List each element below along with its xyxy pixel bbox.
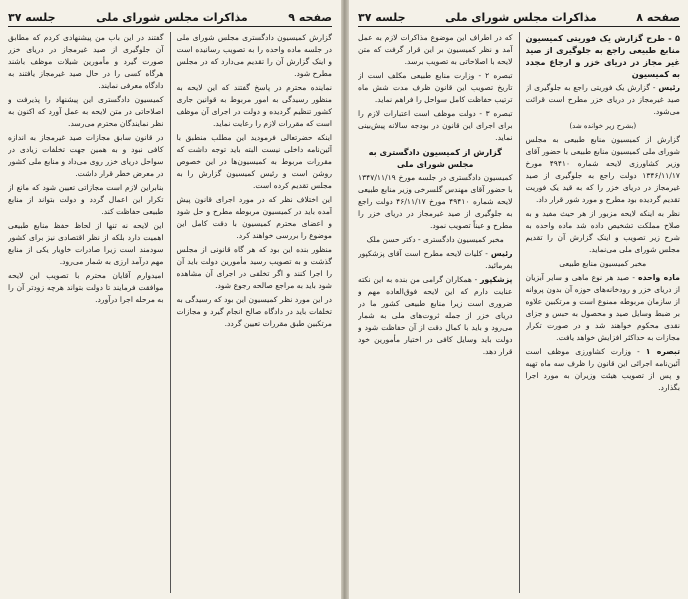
speaker-text: گزارش یک فوریتی راجع به جلوگیری از صید غیرمجاز در دریای خزر مطرح است قرائت می‌شود. — [525, 83, 680, 116]
paragraph: این اختلاف نظر که در مورد اجرای قانون پیش آمده باید در کمیسیون مربوطه مطرح و حل شود و اعضای محترم کمیسیون با دقت کامل این موضوع را بررسی خواهند کرد. — [176, 195, 332, 240]
right-page-label: صفحه ۸ — [636, 10, 680, 24]
speaker-label: رئیس — [490, 249, 513, 258]
speaker-label: پزشکپور — [479, 275, 513, 284]
paragraph: گزارش از کمیسیون منابع طبیعی به مجلس شورای ملی کمیسیون منابع طبیعی با حضور آقای وزیر کشاورزی لایحه شماره ۴۹۴۱۰ مورخ ۱۳۴۶/۱۱/۱۷ دولت راجع به جلوگیری از صید غیرمجاز در دریای خزر را که به قید یک فوریت تقدیم گردیده بود مطرح و مورد شور قرار داد. — [525, 135, 680, 204]
left-page-label: صفحه ۹ — [288, 10, 332, 24]
paragraph: منظور بنده این بود که هر گاه قانونی از مجلس گذشت و به تصویب رسید مأمورین دولت باید آن را اجرا کنند و اگر تخلفی در اجرای آن مشاهده شود باید به مراجع صالحه رجوع شود. — [176, 245, 332, 290]
speaker-paragraph: رئیس - کلیات لایحه مطرح است آقای پزشکپور بفرمائید. — [358, 249, 513, 270]
section-heading: ۵ - طرح گزارش یک فوریتی کمیسیون منابع طبیعی راجع به جلوگیری از صید غیر مجاز در دریای خزر و ارجاع مجدد به کمیسیون — [525, 33, 680, 79]
speaker-paragraph: پزشکپور - همکاران گرامی من بنده به این نکته عنایت دارم که این لایحه فوق‌العاده مهم و ضروری است زیرا منابع طبیعی کشور ما در دریای خزر از جمله ثروت‌های ملی به شمار می‌رود و باید با کمال دقت از آن حفاظت شود و دولت باید وسایل کافی در اختیار مأمورین خود قرار دهد. — [358, 275, 513, 356]
paragraph: اینکه حضرتعالی فرمودید این مطلب منطبق با آئین‌نامه داخلی نیست البته باید توجه داشت که مقررات مربوط به کمیسیون‌ها در این خصوص روشن است و رئیس کمیسیون گزارش را به مجلس تقدیم کرده است. — [176, 133, 332, 190]
report-text: کمیسیون دادگستری در جلسه مورخ ۱۳۴۷/۱۱/۱۹ با حضور آقای مهندس گلسرخی وزیر منابع طبیعی لایحه شماره ۴۹۴۱۰ مورخ ۴۶/۱۱/۱۷ دولت راجع به جلوگیری از صید غیرمجاز در دریای خزر را مطرح و عیناً تصویب نمود. — [358, 173, 513, 230]
right-page-header — [358, 8, 680, 27]
column-divider — [170, 32, 171, 593]
column-divider — [519, 32, 520, 593]
left-page-columns — [8, 32, 332, 593]
right-session-label: جلسه ۳۷ — [358, 10, 406, 24]
right-page-left-column — [358, 32, 513, 593]
paragraph: تبصره ۳ - دولت موظف است اعتبارات لازم را برای اجرای این قانون در بودجه سالانه پیش‌بینی نماید. — [358, 109, 513, 142]
right-page-columns — [358, 32, 680, 593]
paragraph: نظر به اینکه لایحه مزبور از هر حیث مفید و به صلاح مملکت تشخیص داده شد ماده واحده به شرح زیر تصویب و اینک گزارش آن را تقدیم مجلس شورای ملی می‌نماید. — [525, 209, 680, 254]
paragraph: که در اطراف این موضوع مذاکرات لازم به عمل آمد و نظر کمیسیون بر این قرار گرفت که متن لایحه با اصلاحاتی به تصویب برسد. — [358, 33, 513, 66]
article-text: صید هر نوع ماهی و سایر آبزیان از دریای خزر و رودخانه‌های حوزه آن بدون پروانه از سازمان مربوطه ممنوع است و مرتکبین علاوه بر ضبط وسایل صید و محصول به حبس و جزای نقدی محکوم خواهند شد و در صورت تکرار مجازات به حداکثر افزایش خواهد یافت. — [525, 273, 680, 342]
article-label: ماده واحده — [638, 273, 680, 282]
speaker-text: همکاران گرامی من بنده به این نکته عنایت دارم که این لایحه فوق‌العاده مهم و ضروری است زیرا منابع طبیعی کشور ما در دریای خزر از جمله ثروت‌های ملی به شمار می‌رود و باید با کمال دقت از آن حفاظت شود و دولت باید وسایل کافی در اختیار مأمورین خود قرار دهد. — [358, 275, 513, 356]
right-page — [350, 0, 688, 599]
paragraph: در این مورد نظر کمیسیون این بود که رسیدگی به تخلفات باید در دادگاه صالح انجام گیرد و مجازات مرتکبین طبق مقررات تعیین گردد. — [176, 295, 332, 328]
paragraph: این لایحه نه تنها از لحاظ حفظ منابع طبیعی اهمیت دارد بلکه از نظر اقتصادی نیز برای کشور سودمند است زیرا صادرات خاویار یکی از منابع مهم درآمد ارزی به شمار می‌رود. — [8, 221, 164, 266]
left-page-header — [8, 8, 332, 27]
article-paragraph: ماده واحده - صید هر نوع ماهی و سایر آبزیان از دریای خزر و رودخانه‌های حوزه آن بدون پروانه از سازمان مربوطه ممنوع است و مرتکبین علاوه بر ضبط وسایل صید و محصول به حبس و جزای نقدی محکوم خواهند شد و در صورت تکرار مجازات به حداکثر افزایش خواهد یافت. — [525, 273, 680, 342]
reading-note: (بشرح زیر خوانده شد) — [569, 122, 637, 130]
paragraph: تبصره ۲ - وزارت منابع طبیعی مکلف است از تاریخ تصویب این قانون ظرف مدت شش ماه ترتیب حفاظت کامل سواحل را فراهم نماید. — [358, 71, 513, 104]
paragraph: امیدوارم آقایان محترم با تصویب این لایحه موافقت فرمایند تا دولت بتواند هرچه زودتر آن را به مرحله اجرا درآورد. — [8, 271, 164, 304]
book-gutter — [341, 0, 349, 599]
right-page-right-column — [526, 32, 681, 593]
paragraph: گزارش کمیسیون دادگستری مجلس شورای ملی در جلسه ماده واحده را به تصویب رسانیده است و اینک گزارش آن را تقدیم می‌دارد که در مجلس مطرح شود. — [176, 33, 332, 78]
signature: مخبر کمیسیون دادگستری - دکتر حسن ملک — [366, 235, 504, 244]
right-journal-title: مذاکرات مجلس شورای ملی — [445, 10, 597, 24]
note-paragraph: تبصره ۱ - وزارت کشاورزی موظف است آئین‌نامه اجرائی این قانون را ظرف سه ماه تهیه و پس از تصویب هیئت وزیران به مورد اجرا بگذارد. — [525, 347, 680, 392]
speaker-text: کلیات لایحه مطرح است آقای پزشکپور بفرمائید. — [358, 249, 513, 270]
speaker-paragraph: رئیس - گزارش یک فوریتی راجع به جلوگیری از صید غیرمجاز در دریای خزر مطرح است قرائت می‌شود. — [525, 83, 680, 116]
left-page-left-column — [8, 32, 164, 593]
report-title: گزارش از کمیسیون دادگستری به مجلس شورای ملی — [368, 147, 502, 169]
paragraph: کمیسیون دادگستری این پیشنهاد را پذیرفت و اصلاحاتی در متن لایحه به عمل آورد که اکنون به نظر نمایندگان محترم می‌رسد. — [8, 95, 164, 128]
paragraph: گفتند در این باب من پیشنهادی کردم که مطابق آن جلوگیری از صید غیرمجاز در دریای خزر صورت گیرد و مأمورین شیلات موظف باشند هرگاه کسی را در حال صید غیرمجاز یافتند به دادگاه معرفی نمایند. — [8, 33, 164, 90]
speaker-label: رئیس — [658, 83, 680, 92]
left-page — [0, 0, 340, 599]
left-journal-title: مذاکرات مجلس شورای ملی — [96, 10, 248, 24]
signature: مخبر کمیسیون منابع طبیعی — [559, 259, 647, 268]
note-text: وزارت کشاورزی موظف است آئین‌نامه اجرائی این قانون را ظرف سه ماه تهیه و پس از تصویب هیئت وزیران به مورد اجرا بگذارد. — [525, 347, 680, 392]
note-label: تبصره ۱ — [645, 347, 680, 356]
paragraph: در قانون سابق مجازات صید غیرمجاز به اندازه کافی نبود و به همین جهت تخلفات زیادی در سواحل دریای خزر روی می‌داد و منابع ملی کشور در معرض خطر قرار داشت. — [8, 133, 164, 178]
left-session-label: جلسه ۳۷ — [8, 10, 56, 24]
paragraph: بنابراین لازم است مجازاتی تعیین شود که مانع از تکرار این اعمال گردد و دولت بتواند از منابع طبیعی حفاظت کند. — [8, 183, 164, 216]
left-page-right-column — [177, 32, 333, 593]
paragraph: نماینده محترم در پاسخ گفتند که این لایحه به منظور رسیدگی به امور مربوط به قوانین جاری کشور تنظیم گردیده و دولت در اجرای آن موظف است که مقررات لازم را رعایت نماید. — [176, 83, 332, 128]
